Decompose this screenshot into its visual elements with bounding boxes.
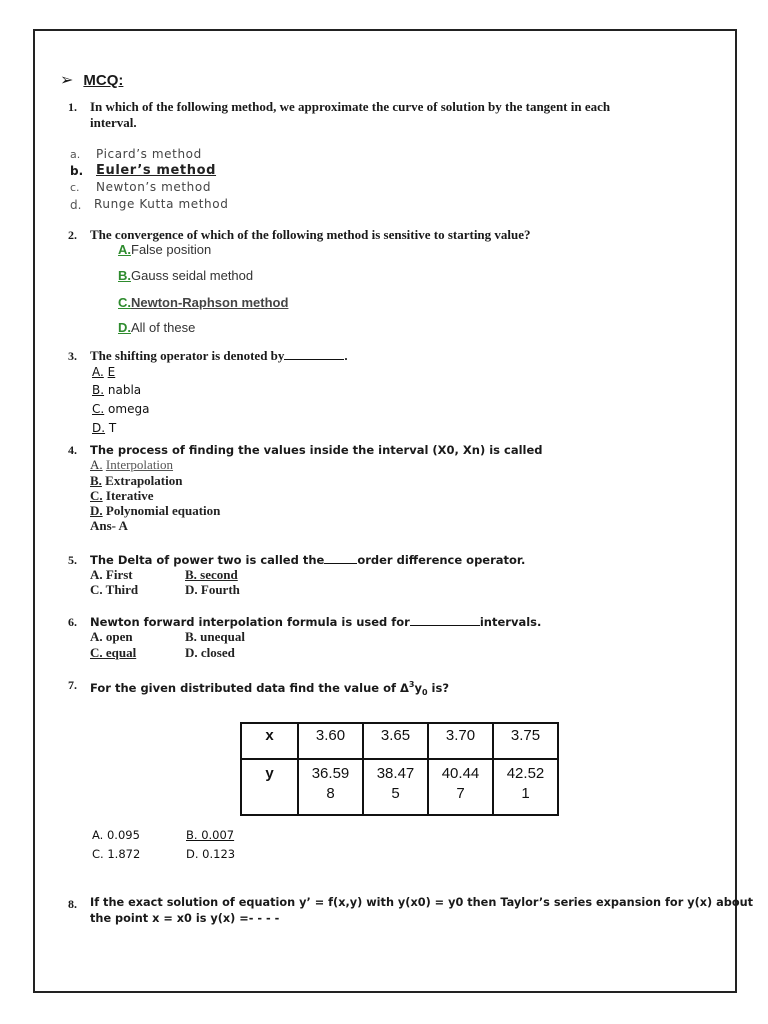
q4-option-c-letter: C. bbox=[90, 488, 103, 503]
q3-text-tail: . bbox=[344, 348, 348, 363]
table-cell-y-line2: 1 bbox=[521, 785, 530, 802]
q4-option-b-text: Extrapolation bbox=[105, 473, 183, 488]
q4-option-b-letter: B. bbox=[90, 473, 102, 488]
q7-mid: y bbox=[414, 680, 422, 695]
table-cell-y-line2: 5 bbox=[391, 785, 400, 802]
q2-option-b bbox=[118, 268, 253, 283]
q6-number: 6. bbox=[68, 615, 77, 629]
q2-option-a-text: False position bbox=[131, 242, 212, 257]
q6-text bbox=[90, 614, 541, 630]
q3-option-b-letter: B. bbox=[92, 383, 105, 397]
q1-option-b-letter: b. bbox=[70, 164, 84, 178]
table-header-x: x bbox=[241, 723, 298, 759]
q4-option-d-letter: D. bbox=[90, 503, 103, 518]
q1-option-c: Newton’s method bbox=[96, 180, 212, 194]
q2-option-c-text: Newton-Raphson method bbox=[131, 295, 289, 310]
q8-text-line1: If the exact solution of equation y’ = f(x,y) with y(x0) = y0 then Taylor’s series expansion for y(x) about bbox=[90, 896, 754, 909]
q4-option-b bbox=[90, 473, 182, 489]
q7-data-table bbox=[240, 722, 559, 816]
table-cell-y-line2: 7 bbox=[456, 785, 465, 802]
q4-option-a-correct bbox=[90, 457, 173, 473]
q1-option-c-letter: c. bbox=[70, 181, 80, 194]
q2-option-a bbox=[118, 242, 211, 257]
q7-sup: 3 bbox=[408, 680, 415, 689]
q4-option-a-letter: A. bbox=[90, 457, 103, 472]
table-cell-y-line1: 38.47 bbox=[376, 765, 415, 782]
table-cell-y bbox=[298, 759, 363, 815]
q3-option-c-text: omega bbox=[108, 402, 150, 416]
q3-number: 3. bbox=[68, 349, 77, 363]
q6-blank bbox=[410, 625, 480, 626]
q1-option-d-letter: d. bbox=[70, 198, 82, 212]
q6-option-b: B. unequal bbox=[185, 629, 245, 644]
q4-option-c bbox=[90, 488, 154, 504]
q5-text-before: The Delta of power two is called the bbox=[90, 553, 325, 567]
q6-option-c-correct: C. equal bbox=[90, 645, 137, 660]
q2-option-c-correct bbox=[118, 295, 288, 310]
q7-option-b-correct: B. 0.007 bbox=[186, 828, 235, 842]
q3-blank bbox=[284, 359, 344, 360]
table-row-y bbox=[241, 759, 558, 815]
q1-text-line1: In which of the following method, we approximate the curve of solution by the tangent in each bbox=[90, 99, 611, 114]
q3-text-main: The shifting operator is denoted by bbox=[90, 348, 285, 363]
q3-option-c bbox=[92, 402, 149, 416]
table-cell-x: 3.75 bbox=[493, 723, 558, 759]
q7-option-d: D. 0.123 bbox=[186, 847, 236, 861]
q2-option-b-text: Gauss seidal method bbox=[131, 268, 254, 283]
q2-option-d-letter: D. bbox=[118, 320, 131, 335]
q5-text bbox=[90, 552, 525, 568]
q7-option-a: A. 0.095 bbox=[92, 828, 140, 842]
q4-option-c-text: Iterative bbox=[105, 488, 154, 503]
q8-number: 8. bbox=[68, 897, 77, 911]
q3-option-d bbox=[92, 421, 116, 435]
table-cell-y-line1: 42.52 bbox=[506, 765, 545, 782]
q1-option-b-correct: Euler’s method bbox=[96, 163, 217, 178]
q3-option-b bbox=[92, 383, 141, 397]
q2-option-a-letter: A. bbox=[118, 242, 131, 257]
q3-option-d-text: T bbox=[108, 421, 117, 435]
mcq-heading-label: MCQ: bbox=[83, 72, 124, 89]
q2-text: The convergence of which of the following method is sensitive to starting value? bbox=[90, 227, 531, 242]
q3-option-d-letter: D. bbox=[92, 421, 106, 435]
q6-option-a: A. open bbox=[90, 629, 133, 644]
q4-number: 4. bbox=[68, 443, 77, 457]
table-cell-y bbox=[363, 759, 428, 815]
q7-text bbox=[90, 677, 449, 701]
q5-option-d: D. Fourth bbox=[185, 582, 240, 597]
q6-option-d: D. closed bbox=[185, 645, 235, 660]
q3-option-a-letter: A. bbox=[92, 365, 104, 379]
q6-text-after: intervals. bbox=[479, 615, 542, 629]
q1-option-d: Runge Kutta method bbox=[94, 197, 229, 211]
q2-option-d-text: All of these bbox=[131, 320, 196, 335]
q3-option-c-letter: C. bbox=[92, 402, 105, 416]
q5-option-b-correct: B. second bbox=[185, 567, 238, 582]
q1-option-a: Picard’s method bbox=[96, 147, 202, 161]
q4-text: The process of finding the values inside the interval (X0, Xn) is called bbox=[90, 443, 543, 457]
q7-text-after: is? bbox=[427, 680, 450, 695]
q4-option-d bbox=[90, 503, 220, 519]
q7-sub: 0 bbox=[421, 688, 428, 698]
q2-option-c-letter: C. bbox=[118, 295, 131, 310]
table-cell-y-line1: 40.44 bbox=[441, 765, 480, 782]
table-header-y: y bbox=[241, 759, 298, 815]
mcq-heading bbox=[60, 70, 123, 90]
q1-number: 1. bbox=[68, 100, 77, 114]
table-cell-x: 3.70 bbox=[428, 723, 493, 759]
q1-option-a-letter: a. bbox=[70, 148, 81, 161]
q5-text-after: order difference operator. bbox=[357, 553, 526, 567]
table-cell-y bbox=[493, 759, 558, 815]
q4-answer: Ans- A bbox=[90, 518, 128, 533]
table-cell-y bbox=[428, 759, 493, 815]
table-cell-y-line1: 36.59 bbox=[311, 765, 350, 782]
table-cell-x: 3.60 bbox=[298, 723, 363, 759]
q7-text-before: For the given distributed data find the value of Δ bbox=[90, 680, 409, 695]
q2-number: 2. bbox=[68, 228, 77, 242]
q7-option-c: C. 1.872 bbox=[92, 847, 141, 861]
q5-option-c: C. Third bbox=[90, 582, 139, 597]
q3-option-a bbox=[92, 365, 115, 379]
q3-option-a-text: E bbox=[107, 365, 116, 379]
q4-option-a-text: Interpolation bbox=[105, 457, 174, 472]
arrow-bullet-icon: ➢ bbox=[60, 72, 74, 89]
table-cell-x: 3.65 bbox=[363, 723, 428, 759]
q3-option-b-text: nabla bbox=[107, 383, 142, 397]
q4-option-d-text: Polynomial equation bbox=[105, 503, 221, 518]
table-cell-y-line2: 8 bbox=[326, 785, 335, 802]
q5-option-a: A. First bbox=[90, 567, 133, 582]
q5-number: 5. bbox=[68, 553, 77, 567]
q8-text-line2: the point x = x0 is y(x) =- - - - bbox=[90, 912, 280, 925]
q3-text bbox=[90, 348, 348, 364]
q5-blank bbox=[324, 563, 357, 564]
q2-option-b-letter: B. bbox=[118, 268, 131, 283]
q6-text-before: Newton forward interpolation formula is used for bbox=[90, 615, 410, 629]
q1-text-line2: interval. bbox=[90, 115, 137, 130]
q7-number: 7. bbox=[68, 678, 77, 692]
table-row-x bbox=[241, 723, 558, 759]
q2-option-d bbox=[118, 320, 195, 335]
